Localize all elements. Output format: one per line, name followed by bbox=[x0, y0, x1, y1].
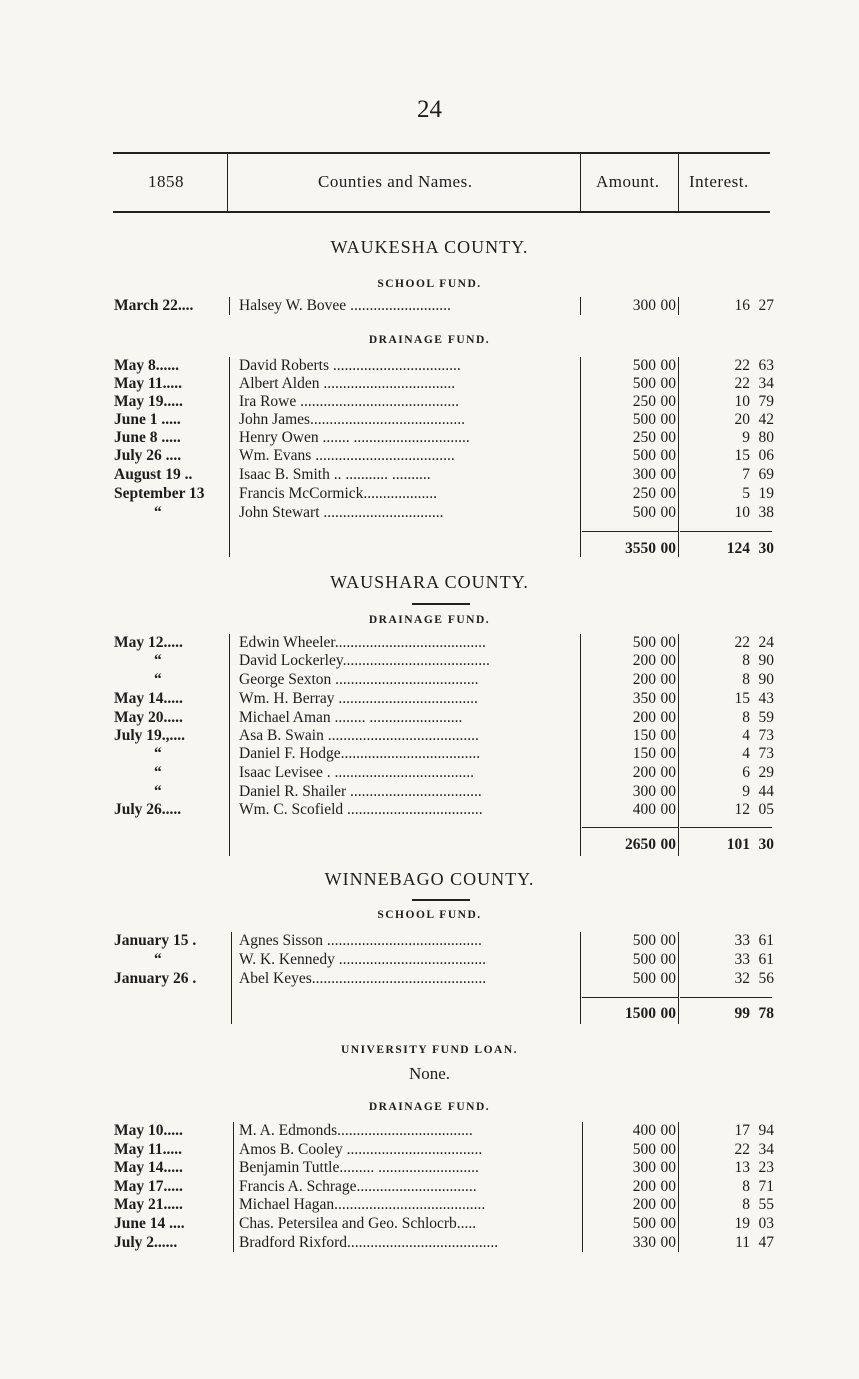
total-rule bbox=[582, 531, 678, 532]
row-interest: 19 bbox=[734, 1215, 750, 1232]
header-top-rule bbox=[113, 152, 770, 154]
table-row bbox=[0, 1122, 859, 1140]
fund-heading: SCHOOL FUND. bbox=[377, 278, 482, 290]
row-interest-cents: 94 bbox=[758, 1122, 774, 1139]
row-name: Ira Rowe ......................................... bbox=[239, 393, 459, 410]
row-interest-cents: 34 bbox=[758, 1141, 774, 1158]
row-name: Daniel R. Shailer .................................. bbox=[239, 783, 482, 800]
row-name: Abel Keyes............................................. bbox=[239, 970, 487, 987]
table-row bbox=[0, 652, 859, 670]
row-amount: 330 bbox=[632, 1234, 656, 1251]
row-name: Halsey W. Bovee .......................... bbox=[239, 297, 451, 314]
table-row bbox=[0, 447, 859, 465]
row-name: Chas. Petersilea and Geo. Schlocrb..... bbox=[239, 1215, 477, 1232]
row-date: May 21..... bbox=[114, 1196, 183, 1213]
table-row bbox=[0, 727, 859, 745]
row-interest-cents: 55 bbox=[758, 1196, 774, 1213]
table-row bbox=[0, 783, 859, 801]
row-amount: 250 bbox=[632, 429, 656, 446]
row-date: September 13 bbox=[114, 485, 205, 502]
column-rule bbox=[678, 634, 679, 856]
table-row bbox=[0, 970, 859, 988]
row-interest: 8 bbox=[742, 709, 750, 726]
row-date: May 11..... bbox=[114, 375, 183, 392]
total-interest-cents: 30 bbox=[758, 540, 774, 557]
row-interest-cents: 34 bbox=[758, 375, 774, 392]
row-amount: 300 bbox=[632, 1159, 656, 1176]
column-rule bbox=[229, 297, 230, 315]
row-interest-cents: 63 bbox=[758, 357, 774, 374]
fund-heading: SCHOOL FUND. bbox=[377, 909, 482, 921]
row-amount: 250 bbox=[632, 393, 656, 410]
table-row bbox=[0, 1159, 859, 1177]
row-date: “ bbox=[154, 652, 162, 669]
row-interest: 22 bbox=[734, 1141, 750, 1158]
row-interest: 22 bbox=[734, 357, 750, 374]
row-amount-cents: 00 bbox=[660, 1159, 676, 1176]
table-row bbox=[0, 671, 859, 689]
total-interest: 99 bbox=[734, 1005, 750, 1022]
row-amount: 500 bbox=[632, 504, 656, 521]
table-row bbox=[0, 709, 859, 727]
row-interest: 5 bbox=[742, 485, 750, 502]
fund-heading: DRAINAGE FUND. bbox=[368, 614, 491, 626]
table-row bbox=[0, 357, 859, 375]
header-divider bbox=[678, 153, 679, 211]
row-date: June 14 .... bbox=[114, 1215, 185, 1232]
column-rule bbox=[580, 357, 581, 557]
column-rule bbox=[678, 357, 679, 557]
row-interest-cents: 44 bbox=[758, 783, 774, 800]
row-name: David Lockerley...................................... bbox=[239, 652, 490, 669]
row-name: Wm. Evans .................................... bbox=[239, 447, 455, 464]
row-date: July 2...... bbox=[114, 1234, 178, 1251]
col-header-amount: Amount. bbox=[596, 172, 660, 191]
row-name: Benjamin Tuttle......... .......................... bbox=[239, 1159, 479, 1176]
table-row bbox=[0, 951, 859, 969]
row-date: June 1 ..... bbox=[114, 411, 181, 428]
total-amount: 1500 bbox=[625, 1005, 656, 1022]
row-date: January 26 . bbox=[114, 970, 197, 987]
row-date: “ bbox=[154, 671, 162, 688]
row-name: Francis A. Schrage............................... bbox=[239, 1178, 477, 1195]
row-amount: 400 bbox=[632, 1122, 656, 1139]
row-interest: 10 bbox=[734, 504, 750, 521]
table-row bbox=[0, 690, 859, 708]
row-interest-cents: 80 bbox=[758, 429, 774, 446]
row-date: May 20..... bbox=[114, 709, 183, 726]
table-row bbox=[0, 801, 859, 819]
row-amount-cents: 00 bbox=[660, 393, 676, 410]
total-row bbox=[0, 1005, 859, 1023]
table-row bbox=[0, 1141, 859, 1159]
row-interest: 33 bbox=[734, 932, 750, 949]
fund-heading: DRAINAGE FUND. bbox=[368, 1101, 491, 1113]
table-row bbox=[0, 1215, 859, 1233]
row-amount-cents: 00 bbox=[660, 1141, 676, 1158]
row-amount-cents: 00 bbox=[660, 932, 676, 949]
row-amount-cents: 00 bbox=[660, 1215, 676, 1232]
row-name: Agnes Sisson ........................................ bbox=[239, 932, 482, 949]
total-rule bbox=[680, 531, 772, 532]
total-row bbox=[0, 540, 859, 558]
row-interest: 22 bbox=[734, 634, 750, 651]
table-row bbox=[0, 1196, 859, 1214]
row-interest-cents: 73 bbox=[758, 727, 774, 744]
column-rule bbox=[233, 1122, 234, 1252]
row-amount: 300 bbox=[632, 783, 656, 800]
table-row bbox=[0, 411, 859, 429]
row-date: May 10..... bbox=[114, 1122, 183, 1139]
column-rule bbox=[678, 1122, 679, 1252]
row-interest: 16 bbox=[734, 297, 750, 314]
table-row bbox=[0, 634, 859, 652]
header-divider bbox=[227, 153, 228, 211]
row-name: George Sexton ..................................... bbox=[239, 671, 479, 688]
total-interest: 101 bbox=[726, 836, 750, 853]
fund-heading: UNIVERSITY FUND LOAN. bbox=[340, 1044, 519, 1056]
none-entry: None. bbox=[408, 1064, 451, 1083]
header-divider bbox=[580, 153, 581, 211]
row-interest-cents: 47 bbox=[758, 1234, 774, 1251]
row-interest-cents: 05 bbox=[758, 801, 774, 818]
row-interest: 6 bbox=[742, 764, 750, 781]
total-amount: 2650 bbox=[625, 836, 656, 853]
table-row bbox=[0, 393, 859, 411]
row-interest-cents: 79 bbox=[758, 393, 774, 410]
row-amount: 500 bbox=[632, 447, 656, 464]
row-date: May 17..... bbox=[114, 1178, 183, 1195]
total-row bbox=[0, 836, 859, 854]
row-date: May 14..... bbox=[114, 690, 183, 707]
row-amount-cents: 00 bbox=[660, 1178, 676, 1195]
row-interest-cents: 69 bbox=[758, 466, 774, 483]
column-rule bbox=[229, 357, 230, 557]
row-amount-cents: 00 bbox=[660, 485, 676, 502]
row-date: May 8...... bbox=[114, 357, 180, 374]
row-interest: 7 bbox=[742, 466, 750, 483]
row-date: May 12..... bbox=[114, 634, 183, 651]
row-amount-cents: 00 bbox=[660, 411, 676, 428]
row-name: Daniel F. Hodge.................................... bbox=[239, 745, 481, 762]
row-interest-cents: 06 bbox=[758, 447, 774, 464]
fund-heading: DRAINAGE FUND. bbox=[368, 334, 491, 346]
row-date: “ bbox=[154, 504, 162, 521]
row-name: M. A. Edmonds................................... bbox=[239, 1122, 473, 1139]
row-amount-cents: 00 bbox=[660, 690, 676, 707]
row-name: Edwin Wheeler....................................... bbox=[239, 634, 486, 651]
row-amount-cents: 00 bbox=[660, 1196, 676, 1213]
table-row bbox=[0, 1234, 859, 1252]
row-interest-cents: 23 bbox=[758, 1159, 774, 1176]
row-interest: 4 bbox=[742, 727, 750, 744]
total-rule bbox=[582, 827, 678, 828]
row-date: May 19..... bbox=[114, 393, 183, 410]
row-interest: 33 bbox=[734, 951, 750, 968]
row-name: Bradford Rixford....................................... bbox=[239, 1234, 499, 1251]
row-amount-cents: 00 bbox=[660, 970, 676, 987]
total-amount-cents: 00 bbox=[660, 836, 676, 853]
row-name: Amos B. Cooley ................................... bbox=[239, 1141, 483, 1158]
row-amount-cents: 00 bbox=[660, 727, 676, 744]
row-interest: 8 bbox=[742, 1196, 750, 1213]
row-interest: 9 bbox=[742, 783, 750, 800]
row-name: Isaac B. Smith .. ........... .......... bbox=[239, 466, 431, 483]
column-rule bbox=[580, 297, 581, 315]
row-interest: 15 bbox=[734, 447, 750, 464]
row-interest-cents: 38 bbox=[758, 504, 774, 521]
row-date: August 19 .. bbox=[114, 466, 193, 483]
row-amount-cents: 00 bbox=[660, 357, 676, 374]
row-amount-cents: 00 bbox=[660, 447, 676, 464]
row-interest-cents: 71 bbox=[758, 1178, 774, 1195]
table-row bbox=[0, 429, 859, 447]
row-amount: 200 bbox=[632, 1178, 656, 1195]
table-row bbox=[0, 504, 859, 522]
total-interest: 124 bbox=[726, 540, 750, 557]
row-amount: 500 bbox=[632, 357, 656, 374]
row-interest-cents: 61 bbox=[758, 951, 774, 968]
row-name: Michael Hagan....................................... bbox=[239, 1196, 486, 1213]
row-amount-cents: 00 bbox=[660, 652, 676, 669]
county-heading: WAUSHARA COUNTY. bbox=[330, 572, 529, 592]
table-row bbox=[0, 932, 859, 950]
row-amount: 500 bbox=[632, 951, 656, 968]
table-row bbox=[0, 745, 859, 763]
row-interest-cents: 24 bbox=[758, 634, 774, 651]
row-name: Henry Owen ....... .............................. bbox=[239, 429, 470, 446]
row-amount-cents: 00 bbox=[660, 297, 676, 314]
row-amount: 200 bbox=[632, 652, 656, 669]
row-name: W. K. Kennedy ...................................... bbox=[239, 951, 486, 968]
row-date: March 22.... bbox=[114, 297, 194, 314]
row-name: Wm. C. Scofield ................................... bbox=[239, 801, 483, 818]
row-date: “ bbox=[154, 764, 162, 781]
row-amount: 500 bbox=[632, 970, 656, 987]
row-name: David Roberts ................................. bbox=[239, 357, 461, 374]
row-date: January 15 . bbox=[114, 932, 197, 949]
row-date: June 8 ..... bbox=[114, 429, 181, 446]
row-amount: 300 bbox=[632, 466, 656, 483]
row-interest-cents: 27 bbox=[758, 297, 774, 314]
row-amount: 150 bbox=[632, 745, 656, 762]
col-header-interest: Interest. bbox=[689, 172, 749, 191]
row-amount-cents: 00 bbox=[660, 1234, 676, 1251]
row-amount: 200 bbox=[632, 671, 656, 688]
row-interest-cents: 61 bbox=[758, 932, 774, 949]
table-row bbox=[0, 466, 859, 484]
row-interest: 17 bbox=[734, 1122, 750, 1139]
table-row bbox=[0, 764, 859, 782]
row-date: “ bbox=[154, 951, 162, 968]
total-amount-cents: 00 bbox=[660, 540, 676, 557]
row-amount-cents: 00 bbox=[660, 671, 676, 688]
row-amount: 500 bbox=[632, 411, 656, 428]
row-interest: 8 bbox=[742, 652, 750, 669]
row-amount: 200 bbox=[632, 709, 656, 726]
row-interest-cents: 56 bbox=[758, 970, 774, 987]
row-amount: 300 bbox=[632, 297, 656, 314]
county-heading: WINNEBAGO COUNTY. bbox=[324, 869, 535, 889]
column-rule bbox=[678, 297, 679, 315]
page-number: 24 bbox=[417, 96, 442, 123]
row-amount: 400 bbox=[632, 801, 656, 818]
row-interest: 8 bbox=[742, 671, 750, 688]
row-amount: 500 bbox=[632, 1141, 656, 1158]
heading-rule bbox=[412, 603, 470, 605]
row-name: John James........................................ bbox=[239, 411, 466, 428]
row-interest-cents: 90 bbox=[758, 652, 774, 669]
column-rule bbox=[582, 1122, 583, 1252]
row-interest: 13 bbox=[734, 1159, 750, 1176]
row-interest-cents: 29 bbox=[758, 764, 774, 781]
row-name: Isaac Levisee . .................................... bbox=[239, 764, 475, 781]
header-bottom-rule bbox=[113, 211, 770, 213]
total-amount: 3550 bbox=[625, 540, 656, 557]
row-date: May 14..... bbox=[114, 1159, 183, 1176]
row-date: July 19.,.... bbox=[114, 727, 186, 744]
row-name: Michael Aman ........ ........................ bbox=[239, 709, 463, 726]
row-interest-cents: 73 bbox=[758, 745, 774, 762]
row-interest: 9 bbox=[742, 429, 750, 446]
table-row bbox=[0, 1178, 859, 1196]
row-interest: 20 bbox=[734, 411, 750, 428]
row-interest-cents: 90 bbox=[758, 671, 774, 688]
row-amount-cents: 00 bbox=[660, 801, 676, 818]
row-amount-cents: 00 bbox=[660, 709, 676, 726]
row-interest: 12 bbox=[734, 801, 750, 818]
heading-rule bbox=[412, 899, 470, 901]
row-amount-cents: 00 bbox=[660, 1122, 676, 1139]
row-amount: 200 bbox=[632, 764, 656, 781]
row-amount: 500 bbox=[632, 1215, 656, 1232]
row-name: Wm. H. Berray .................................... bbox=[239, 690, 478, 707]
row-interest: 4 bbox=[742, 745, 750, 762]
row-interest-cents: 19 bbox=[758, 485, 774, 502]
row-date: May 11..... bbox=[114, 1141, 183, 1158]
row-amount-cents: 00 bbox=[660, 764, 676, 781]
row-interest: 10 bbox=[734, 393, 750, 410]
row-name: Francis McCormick................... bbox=[239, 485, 438, 502]
row-amount-cents: 00 bbox=[660, 375, 676, 392]
total-interest-cents: 30 bbox=[758, 836, 774, 853]
row-interest: 32 bbox=[734, 970, 750, 987]
row-interest: 8 bbox=[742, 1178, 750, 1195]
county-heading: WAUKESHA COUNTY. bbox=[330, 237, 529, 257]
col-header-names: Counties and Names. bbox=[318, 172, 473, 191]
row-date: “ bbox=[154, 745, 162, 762]
total-amount-cents: 00 bbox=[660, 1005, 676, 1022]
total-rule bbox=[680, 997, 772, 998]
row-date: July 26 .... bbox=[114, 447, 182, 464]
total-rule bbox=[582, 997, 678, 998]
row-name: Asa B. Swain ....................................... bbox=[239, 727, 479, 744]
row-amount: 350 bbox=[632, 690, 656, 707]
row-interest: 11 bbox=[735, 1234, 750, 1251]
row-amount: 200 bbox=[632, 1196, 656, 1213]
row-amount: 150 bbox=[632, 727, 656, 744]
row-amount-cents: 00 bbox=[660, 634, 676, 651]
row-amount-cents: 00 bbox=[660, 951, 676, 968]
row-amount-cents: 00 bbox=[660, 745, 676, 762]
row-amount-cents: 00 bbox=[660, 504, 676, 521]
row-interest-cents: 43 bbox=[758, 690, 774, 707]
total-rule bbox=[680, 827, 772, 828]
row-amount-cents: 00 bbox=[660, 783, 676, 800]
row-amount: 250 bbox=[632, 485, 656, 502]
table-row bbox=[0, 485, 859, 503]
total-interest-cents: 78 bbox=[758, 1005, 774, 1022]
table-row bbox=[0, 375, 859, 393]
row-name: John Stewart ............................... bbox=[239, 504, 444, 521]
row-name: Albert Alden .................................. bbox=[239, 375, 456, 392]
row-amount: 500 bbox=[632, 634, 656, 651]
row-interest-cents: 42 bbox=[758, 411, 774, 428]
row-amount-cents: 00 bbox=[660, 429, 676, 446]
row-interest-cents: 03 bbox=[758, 1215, 774, 1232]
column-rule bbox=[580, 634, 581, 856]
column-rule bbox=[229, 634, 230, 856]
row-amount: 500 bbox=[632, 932, 656, 949]
row-interest: 22 bbox=[734, 375, 750, 392]
row-amount: 500 bbox=[632, 375, 656, 392]
row-amount-cents: 00 bbox=[660, 466, 676, 483]
row-interest-cents: 59 bbox=[758, 709, 774, 726]
row-date: July 26..... bbox=[114, 801, 182, 818]
table-row bbox=[0, 297, 859, 315]
row-date: “ bbox=[154, 783, 162, 800]
row-interest: 15 bbox=[734, 690, 750, 707]
col-header-year: 1858 bbox=[148, 172, 184, 191]
